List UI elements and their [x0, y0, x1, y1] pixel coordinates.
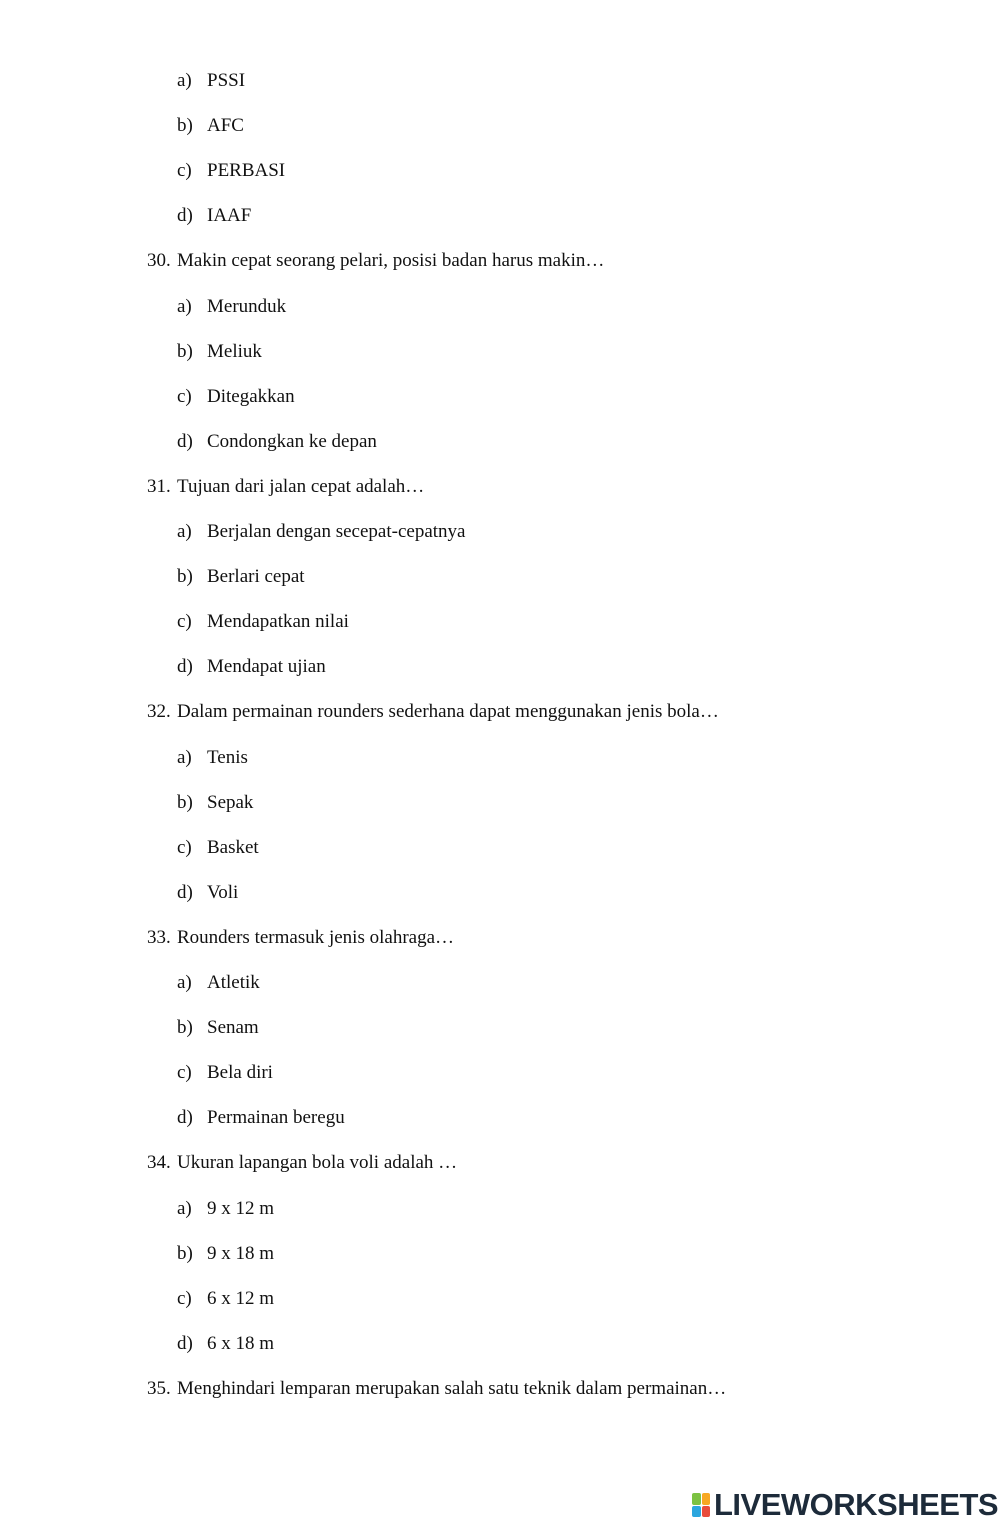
option-label: d)	[177, 205, 193, 226]
question-prompt: Rounders termasuk jenis olahraga…	[177, 927, 455, 948]
option-text: Tenis	[207, 747, 248, 768]
option-text: Sepak	[207, 792, 254, 813]
option-label: a)	[177, 521, 192, 542]
option-label: b)	[177, 1017, 193, 1038]
option-label: d)	[177, 431, 193, 452]
question-prompt: Ukuran lapangan bola voli adalah …	[177, 1152, 458, 1173]
option-text: IAAF	[207, 205, 252, 226]
option-label: a)	[177, 972, 192, 993]
answer-option[interactable]	[177, 295, 286, 319]
question-text	[147, 926, 454, 950]
answer-option[interactable]	[177, 204, 251, 228]
option-label: d)	[177, 1107, 193, 1128]
answer-option[interactable]	[177, 746, 248, 770]
option-label: d)	[177, 656, 193, 677]
question-text	[147, 1151, 457, 1175]
answer-option[interactable]	[177, 1197, 274, 1221]
option-text: 6 x 18 m	[207, 1333, 275, 1354]
liveworksheets-logo-icon	[692, 1493, 710, 1517]
answer-option[interactable]	[177, 1106, 345, 1130]
option-label: d)	[177, 1333, 193, 1354]
option-label: a)	[177, 747, 192, 768]
answer-option[interactable]	[177, 520, 465, 544]
option-text: Berlari cepat	[207, 566, 305, 587]
option-text: Ditegakkan	[207, 386, 295, 407]
question-text	[147, 249, 604, 273]
answer-option[interactable]	[177, 655, 326, 679]
option-label: c)	[177, 611, 192, 632]
option-text: Voli	[207, 882, 239, 903]
option-text: PERBASI	[207, 160, 286, 181]
question-prompt: Menghindari lemparan merupakan salah satu teknik dalam permainan…	[177, 1378, 727, 1399]
option-text: 6 x 12 m	[207, 1288, 275, 1309]
option-label: c)	[177, 160, 192, 181]
answer-option[interactable]	[177, 791, 253, 815]
option-text: Condongkan ke depan	[207, 431, 377, 452]
question-prompt: Dalam permainan rounders sederhana dapat menggunakan jenis bola…	[177, 701, 719, 722]
answer-option[interactable]	[177, 340, 262, 364]
answer-option[interactable]	[177, 836, 259, 860]
answer-option[interactable]	[177, 565, 305, 589]
answer-option[interactable]	[177, 610, 349, 634]
question-number: 33.	[147, 927, 171, 948]
option-label: d)	[177, 882, 193, 903]
option-text: Bela diri	[207, 1062, 273, 1083]
option-label: b)	[177, 792, 193, 813]
answer-option[interactable]	[177, 1016, 259, 1040]
question-number: 32.	[147, 701, 171, 722]
question-text	[147, 700, 719, 724]
option-text: Atletik	[207, 972, 260, 993]
option-text: Meliuk	[207, 341, 262, 362]
option-text: Mendapatkan nilai	[207, 611, 349, 632]
option-text: PSSI	[207, 70, 246, 91]
question-prompt: Makin cepat seorang pelari, posisi badan harus makin…	[177, 250, 605, 271]
option-text: Senam	[207, 1017, 259, 1038]
answer-option[interactable]	[177, 1332, 274, 1356]
option-label: a)	[177, 70, 192, 91]
answer-option[interactable]	[177, 971, 260, 995]
option-text: AFC	[207, 115, 244, 136]
option-text: 9 x 18 m	[207, 1243, 275, 1264]
answer-option[interactable]	[177, 159, 285, 183]
answer-option[interactable]	[177, 114, 244, 138]
option-label: a)	[177, 1198, 192, 1219]
question-text	[147, 1377, 726, 1401]
question-prompt: Tujuan dari jalan cepat adalah…	[177, 476, 425, 497]
answer-option[interactable]	[177, 385, 295, 409]
option-label: c)	[177, 837, 192, 858]
liveworksheets-logo	[692, 1487, 999, 1522]
answer-option[interactable]	[177, 69, 245, 93]
option-label: b)	[177, 1243, 193, 1264]
question-number: 30.	[147, 250, 171, 271]
answer-option[interactable]	[177, 1287, 274, 1311]
question-number: 34.	[147, 1152, 171, 1173]
option-text: Basket	[207, 837, 259, 858]
option-label: b)	[177, 341, 193, 362]
answer-option[interactable]	[177, 430, 377, 454]
question-number: 31.	[147, 476, 171, 497]
answer-option[interactable]	[177, 1242, 274, 1266]
option-text: Merunduk	[207, 296, 287, 317]
option-text: Permainan beregu	[207, 1107, 345, 1128]
option-label: c)	[177, 1288, 192, 1309]
option-text: Mendapat ujian	[207, 656, 326, 677]
option-label: c)	[177, 386, 192, 407]
option-text: 9 x 12 m	[207, 1198, 275, 1219]
option-text: Berjalan dengan secepat-cepatnya	[207, 521, 466, 542]
option-label: b)	[177, 566, 193, 587]
option-label: a)	[177, 296, 192, 317]
question-number: 35.	[147, 1378, 171, 1399]
option-label: c)	[177, 1062, 192, 1083]
answer-option[interactable]	[177, 1061, 273, 1085]
answer-option[interactable]	[177, 881, 238, 905]
brand-name: LIVEWORKSHEETS	[714, 1487, 999, 1522]
option-label: b)	[177, 115, 193, 136]
question-text	[147, 475, 424, 499]
